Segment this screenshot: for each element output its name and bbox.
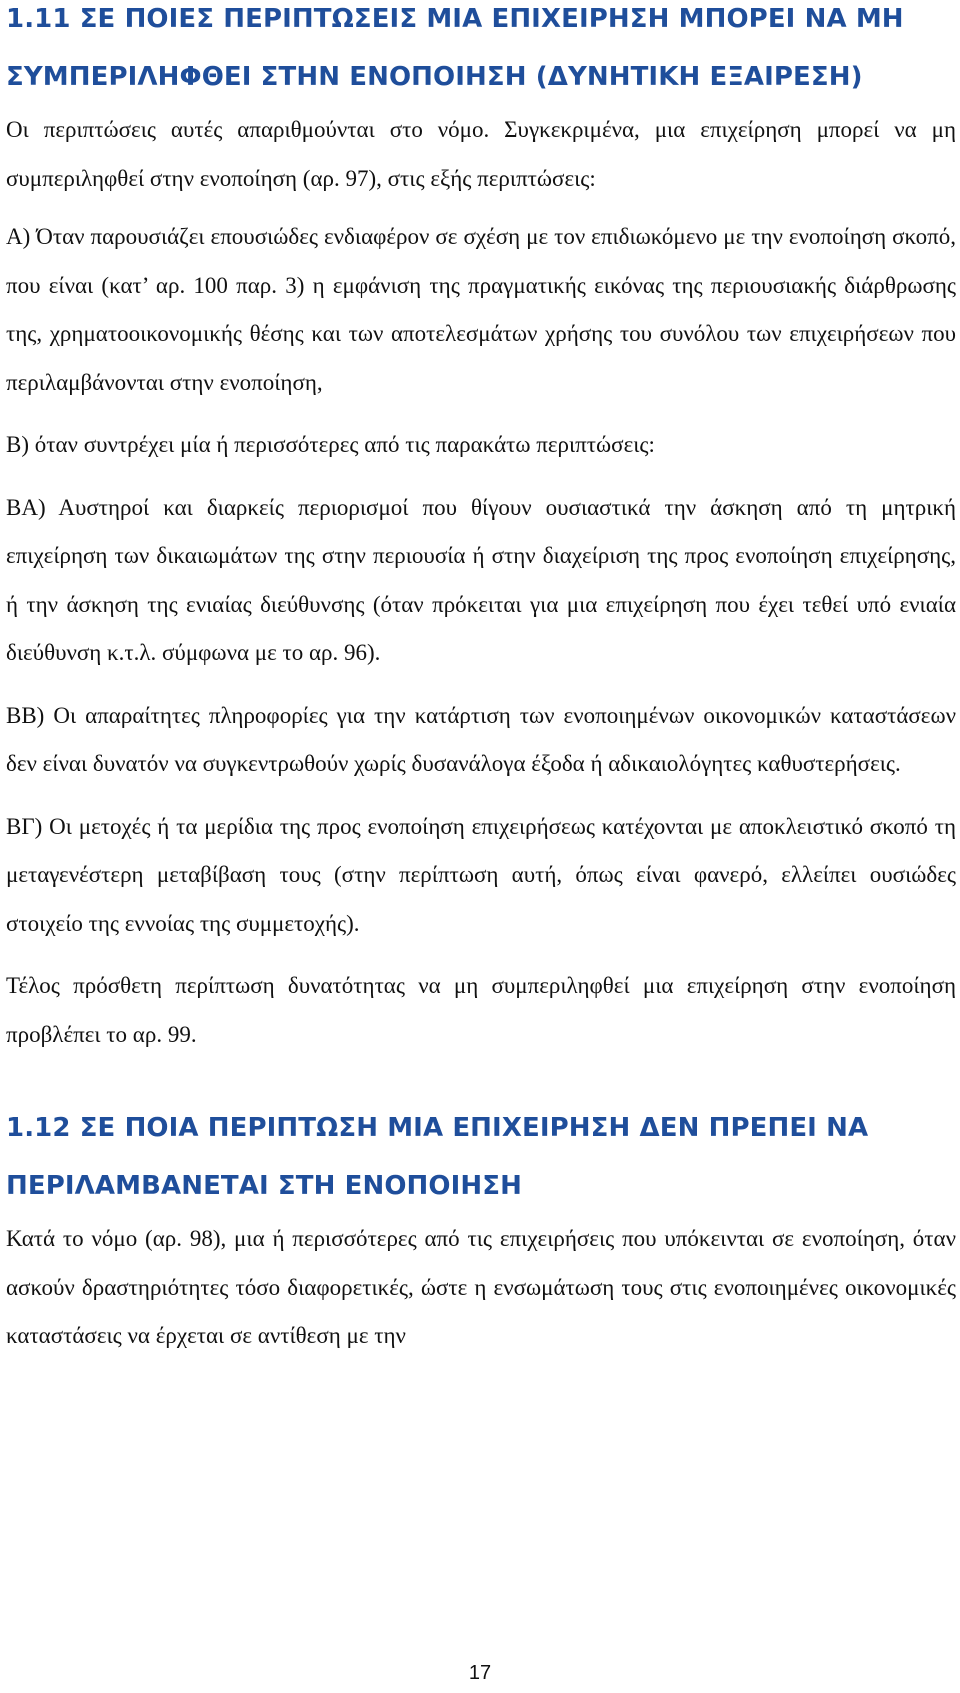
paragraph: Κατά το νόμο (αρ. 98), μια ή περισσότερες από τις επιχειρήσεις που υπόκεινται σε ενοποίηση, όταν ασκούν δραστηριότητες τόσο διαφορετικές, ώστε η ενσωμάτωση τους στις ενοποιημένες οικονομικές καταστάσεις να έρχεται σε αντίθεση με την <box>6 1226 956 1348</box>
page-number: 17 <box>468 1662 492 1684</box>
paragraph: ΒΒ) Οι απαραίτητες πληροφορίες για την κατάρτιση των ενοποιημένων οικονομικών καταστάσεων δεν είναι δυνατόν να συγκεντρωθούν χωρίς δυσανάλογα έξοδα ή αδικαιολόγητες καθυστερήσεις. <box>6 702 956 776</box>
document-page <box>6 0 956 1375</box>
paragraph: ΒΑ) Αυστηροί και διαρκείς περιορισμοί που θίγουν ουσιαστικά την άσκηση από τη μητρική επιχείρηση των δικαιωμάτων της στην περιουσία ή στην διαχείριση της προς ενοποίηση επιχείρησης, ή την άσκηση της ενιαίας διεύθυνσης (όταν πρόκειται για μια επιχείρηση που έχει τεθεί υπό ενιαία διεύθυνση κ.τ.λ. σύμφωνα με το αρ. 96). <box>6 494 956 665</box>
section-heading-1-12: 1.12 ΣΕ ΠΟΙΑ ΠΕΡΙΠΤΩΣΗ ΜΙΑ ΕΠΙΧΕΙΡΗΣΗ ΔΕΝ ΠΡΕΠΕΙ ΝΑ ΠΕΡΙΛΑΜΒΑΝΕΤΑΙ ΣΤΗ ΕΝΟΠΟΙΗΣΗ <box>6 1113 869 1201</box>
paragraph: Β) όταν συντρέχει μία ή περισσότερες από τις παρακάτω περιπτώσεις: <box>6 432 655 457</box>
paragraph: Οι περιπτώσεις αυτές απαριθμούνται στο νόμο. Συγκεκριμένα, μια επιχείρηση μπορεί να μη συμπεριληφθεί στην ενοποίηση (αρ. 97), στις εξής περιπτώσεις: <box>6 117 956 191</box>
paragraph: ΒΓ) Οι μετοχές ή τα μερίδια της προς ενοποίηση επιχειρήσεως κατέχονται με αποκλειστικό σκοπό τη μεταγενέστερη μεταβίβαση τους (στην περίπτωση αυτή, όπως είναι φανερό, ελλείπει ουσιώδες στοιχείο της εννοίας της συμμετοχής). <box>6 813 956 936</box>
paragraph: Α) Όταν παρουσιάζει επουσιώδες ενδιαφέρον σε σχέση με τον επιδιωκόμενο με την ενοποίηση σκοπό, που είναι (κατ’ αρ. 100 παρ. 3) η εμφάνιση της πραγματικής εικόνας της περιουσιακής διάρθρωσης της, χρηματοοικονομικής θέσης και των αποτελεσμάτων χρήσης του συνόλου των επιχειρήσεων που περιλαμβάνονται στην ενοποίηση, <box>6 224 956 395</box>
paragraph: Τέλος πρόσθετη περίπτωση δυνατότητας να μη συμπεριληφθεί μια επιχείρηση στην ενοποίηση προβλέπει το αρ. 99. <box>6 973 956 1047</box>
section-heading-1-11: 1.11 ΣΕ ΠΟΙΕΣ ΠΕΡΙΠΤΩΣΕΙΣ ΜΙΑ ΕΠΙΧΕΙΡΗΣΗ ΜΠΟΡΕΙ ΝΑ ΜΗ ΣΥΜΠΕΡΙΛΗΦΘΕΙ ΣΤΗΝ ΕΝΟΠΟΙΗΣΗ (ΔΥΝΗΤΙΚΗ ΕΞΑΙΡΕΣΗ) <box>6 4 904 92</box>
